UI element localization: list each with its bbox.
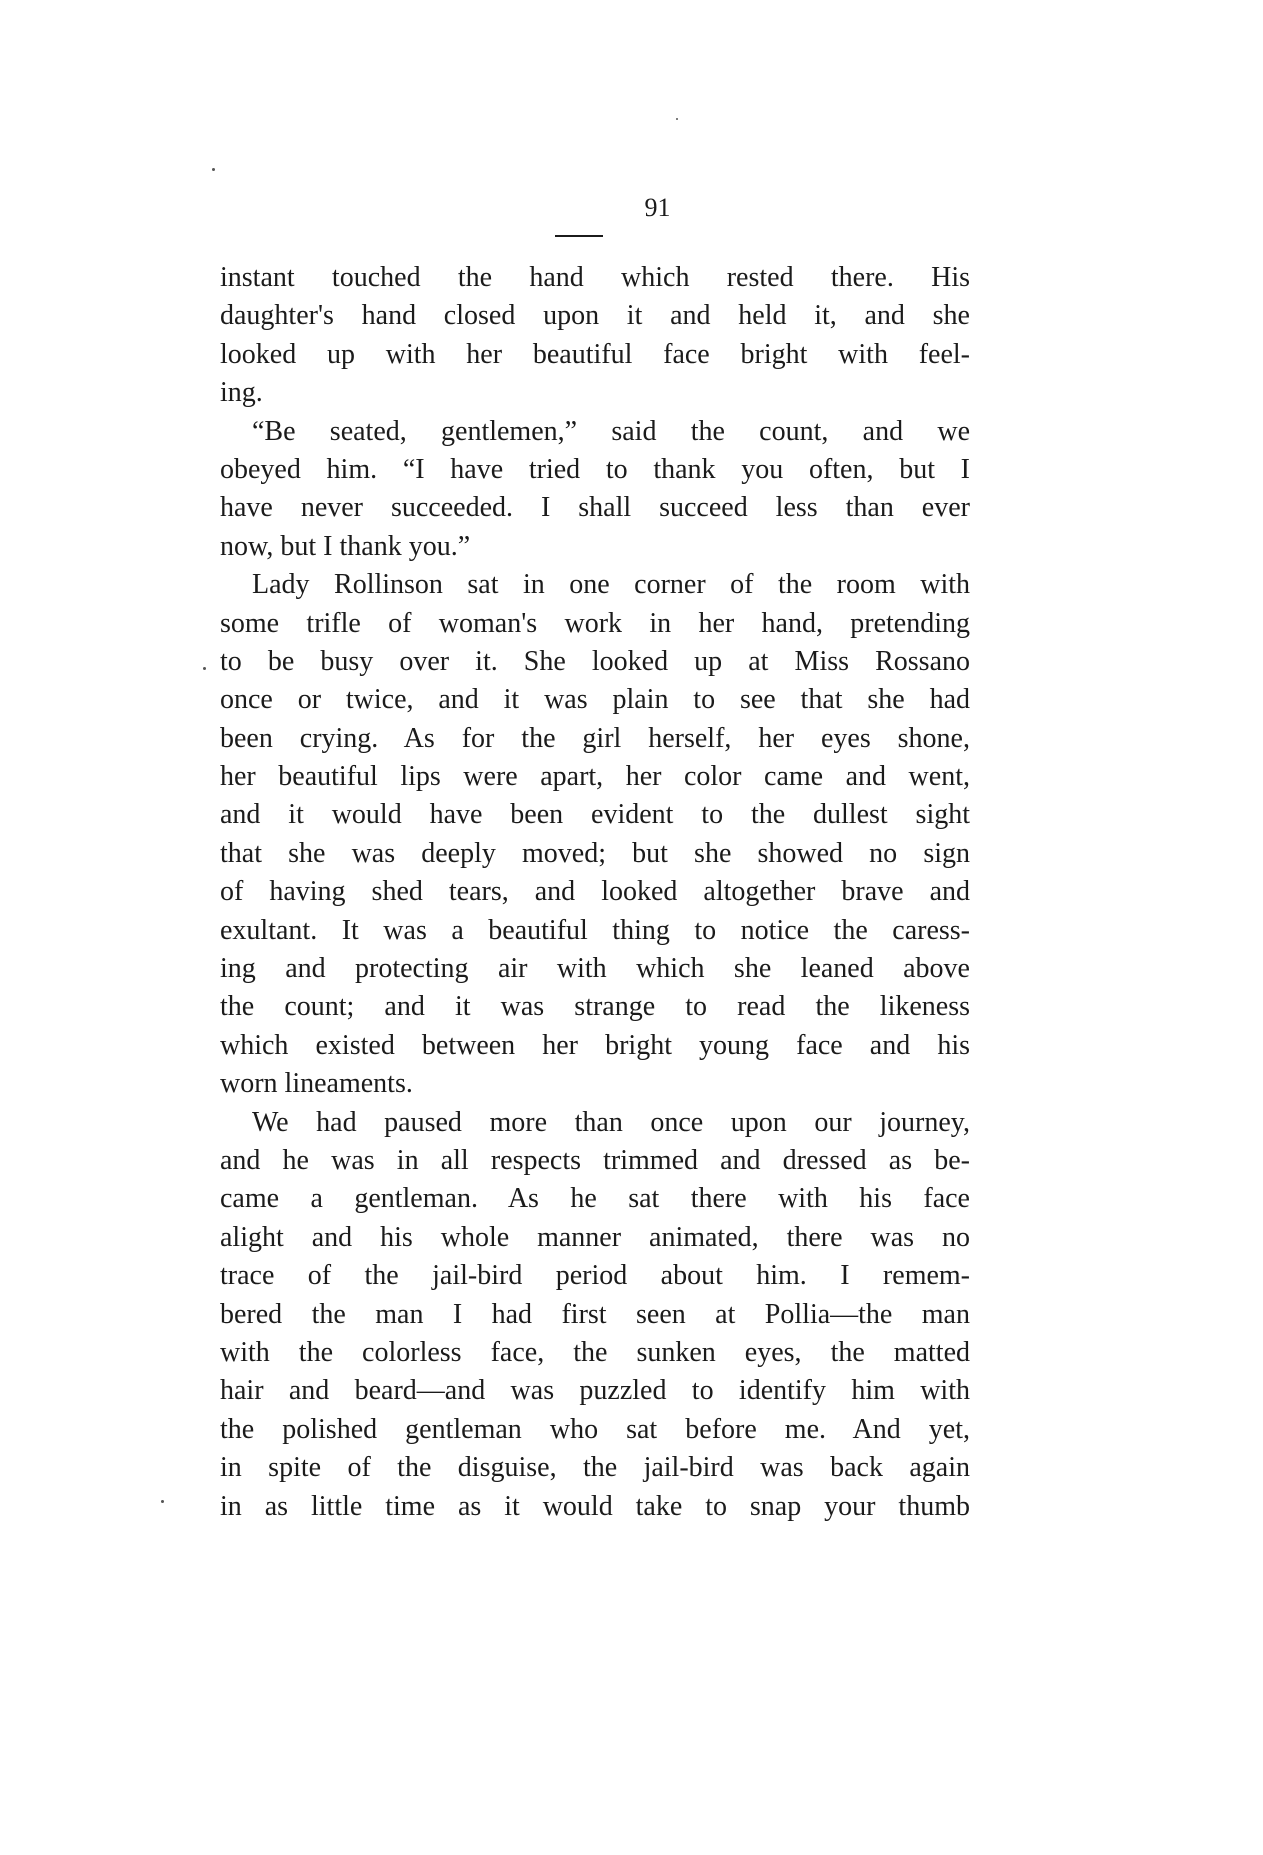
text-line: which existed between her bright young face and his <box>220 1029 970 1061</box>
text-line: to be busy over it. She looked up at Miss Rossano <box>220 645 970 677</box>
text-line: ing. <box>220 377 263 409</box>
text-line: with the colorless face, the sunken eyes, the matted <box>220 1336 970 1368</box>
text-line: the count; and it was strange to read the likeness <box>220 991 970 1023</box>
scan-speck <box>203 667 206 670</box>
text-line: ing and protecting air with which she leaned above <box>220 953 970 985</box>
text-line: have never succeeded. I shall succeed less than ever <box>220 492 970 524</box>
text-line: Lady Rollinson sat in one corner of the room with <box>252 569 970 601</box>
text-line: in as little time as it would take to snap your thumb <box>220 1490 970 1522</box>
text-line: and it would have been evident to the dullest sight <box>220 799 970 831</box>
text-line: of having shed tears, and looked altogether brave and <box>220 876 970 908</box>
text-line: the polished gentleman who sat before me. And yet, <box>220 1413 970 1445</box>
text-line: her beautiful lips were apart, her color came and went, <box>220 761 970 793</box>
text-line: daughter's hand closed upon it and held it, and she <box>220 300 970 332</box>
text-line: came a gentleman. As he sat there with his face <box>220 1183 970 1215</box>
page-number-rule <box>555 235 603 237</box>
text-line: exultant. It was a beautiful thing to notice the caress- <box>220 914 970 946</box>
text-line: alight and his whole manner animated, there was no <box>220 1221 970 1253</box>
text-line: worn lineaments. <box>220 1068 413 1100</box>
scan-speck <box>161 1500 164 1503</box>
text-line: instant touched the hand which rested there. His <box>220 262 970 293</box>
text-line: obeyed him. “I have tried to thank you often, but I <box>220 453 970 485</box>
text-line: in spite of the disguise, the jail-bird was back again <box>220 1452 970 1484</box>
text-line: and he was in all respects trimmed and dressed as be- <box>220 1144 970 1176</box>
scan-speck <box>676 118 678 120</box>
text-line: We had paused more than once upon our journey, <box>252 1106 970 1138</box>
text-line: been crying. As for the girl herself, her eyes shone, <box>220 722 970 754</box>
text-line: some trifle of woman's work in her hand, pretending <box>220 607 970 639</box>
text-line: “Be seated, gentlemen,” said the count, and we <box>252 415 970 447</box>
page-number: 91 <box>644 193 671 222</box>
text-line: once or twice, and it was plain to see that she had <box>220 684 970 716</box>
text-line: bered the man I had first seen at Pollia—the man <box>220 1298 970 1330</box>
text-line: now, but I thank you.” <box>220 530 471 562</box>
text-line: hair and beard—and was puzzled to identify him with <box>220 1375 970 1407</box>
text-line: looked up with her beautiful face bright with feel- <box>220 338 970 370</box>
body-text <box>220 259 970 1526</box>
text-line: that she was deeply moved; but she showed no sign <box>220 837 970 869</box>
scan-speck <box>212 168 215 171</box>
text-line: trace of the jail-bird period about him. I remem- <box>220 1260 970 1292</box>
